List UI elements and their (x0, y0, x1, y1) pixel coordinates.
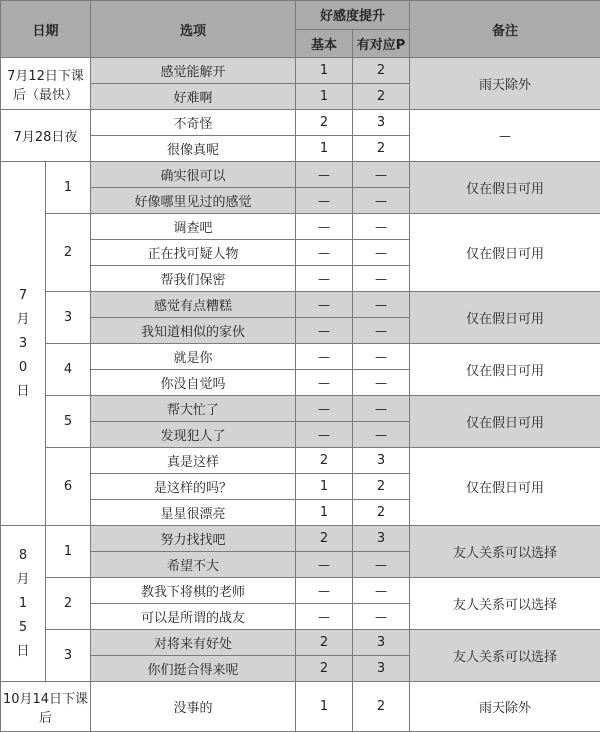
basic-value-cell: 1 (296, 84, 353, 110)
date-text: 10月14日下课后 (3, 692, 88, 726)
subgroup-number-cell: 3 (46, 292, 91, 344)
option-cell: 不奇怪 (91, 110, 296, 136)
subgroup-number-cell: 2 (46, 214, 91, 292)
with-p-value-cell: — (353, 344, 410, 370)
note-cell: 雨天除外 (410, 58, 600, 110)
with-p-value-cell: — (353, 552, 410, 578)
basic-value-cell: 2 (296, 448, 353, 474)
basic-value-cell: — (296, 240, 353, 266)
basic-value-cell: — (296, 292, 353, 318)
basic-value-cell: 2 (296, 526, 353, 552)
table-row (1, 578, 600, 604)
basic-value-cell: — (296, 162, 353, 188)
basic-value-cell: — (296, 214, 353, 240)
note-cell: 仅在假日可用 (410, 214, 600, 292)
note-cell: 友人关系可以选择 (410, 526, 600, 578)
option-cell: 我知道相似的家伙 (91, 318, 296, 344)
option-cell: 没事的 (91, 682, 296, 732)
with-p-value-cell: 2 (353, 58, 410, 84)
header-date: 日期 (1, 1, 91, 58)
note-cell: 仅在假日可用 (410, 292, 600, 344)
header-option: 选项 (91, 1, 296, 58)
basic-value-cell: — (296, 318, 353, 344)
table-row (1, 110, 600, 136)
subgroup-number-cell: 1 (46, 526, 91, 578)
date-cell (1, 526, 46, 682)
with-p-value-cell: 2 (353, 682, 410, 732)
note-cell: — (410, 110, 600, 162)
basic-value-cell: 1 (296, 58, 353, 84)
note-cell: 仅在假日可用 (410, 396, 600, 448)
header-affinity: 好感度提升 (296, 1, 410, 30)
option-cell: 帮我们保密 (91, 266, 296, 292)
option-cell: 就是你 (91, 344, 296, 370)
with-p-value-cell: — (353, 422, 410, 448)
table-row (1, 448, 600, 474)
basic-value-cell: 1 (296, 682, 353, 732)
basic-value-cell: 2 (296, 656, 353, 682)
with-p-value-cell: — (353, 162, 410, 188)
date-cell (1, 58, 91, 110)
option-cell: 好难啊 (91, 84, 296, 110)
note-cell: 友人关系可以选择 (410, 630, 600, 682)
table-row (1, 630, 600, 656)
table-header (1, 1, 600, 58)
with-p-value-cell: 3 (353, 630, 410, 656)
option-cell: 正在找可疑人物 (91, 240, 296, 266)
table-row (1, 162, 600, 188)
option-cell: 教我下将棋的老师 (91, 578, 296, 604)
basic-value-cell: 1 (296, 500, 353, 526)
subgroup-number-cell: 6 (46, 448, 91, 526)
basic-value-cell: 2 (296, 630, 353, 656)
option-cell: 很像真呢 (91, 136, 296, 162)
with-p-value-cell: — (353, 214, 410, 240)
option-cell: 感觉有点糟糕 (91, 292, 296, 318)
table-row (1, 292, 600, 318)
basic-value-cell: — (296, 604, 353, 630)
note-cell: 仅在假日可用 (410, 162, 600, 214)
with-p-value-cell: — (353, 292, 410, 318)
table-row (1, 526, 600, 552)
note-cell: 仅在假日可用 (410, 448, 600, 526)
option-cell: 对将来有好处 (91, 630, 296, 656)
option-cell: 努力找找吧 (91, 526, 296, 552)
option-cell: 调查吧 (91, 214, 296, 240)
table-row (1, 396, 600, 422)
option-cell: 希望不大 (91, 552, 296, 578)
with-p-value-cell: 3 (353, 656, 410, 682)
with-p-value-cell: 2 (353, 136, 410, 162)
table-row (1, 344, 600, 370)
option-cell: 你没自觉吗 (91, 370, 296, 396)
with-p-value-cell: — (353, 266, 410, 292)
subgroup-number-cell: 3 (46, 630, 91, 682)
date-text: 7月28日夜 (14, 130, 78, 145)
basic-value-cell: — (296, 370, 353, 396)
with-p-value-cell: — (353, 578, 410, 604)
basic-value-cell: — (296, 266, 353, 292)
basic-value-cell: — (296, 552, 353, 578)
basic-value-cell: — (296, 578, 353, 604)
basic-value-cell: — (296, 188, 353, 214)
date-text: 7月12日下课后（最快） (7, 69, 84, 103)
with-p-value-cell: 2 (353, 500, 410, 526)
basic-value-cell: 2 (296, 110, 353, 136)
with-p-value-cell: — (353, 396, 410, 422)
option-cell: 真是这样 (91, 448, 296, 474)
with-p-value-cell: — (353, 188, 410, 214)
subgroup-number-cell: 5 (46, 396, 91, 448)
with-p-value-cell: — (353, 370, 410, 396)
basic-value-cell: 1 (296, 474, 353, 500)
option-cell: 星星很漂亮 (91, 500, 296, 526)
subgroup-number-cell: 2 (46, 578, 91, 630)
subgroup-number-cell: 1 (46, 162, 91, 214)
note-cell: 友人关系可以选择 (410, 578, 600, 630)
with-p-value-cell: — (353, 240, 410, 266)
table-row (1, 682, 600, 732)
with-p-value-cell: 3 (353, 526, 410, 552)
note-cell: 仅在假日可用 (410, 344, 600, 396)
option-cell: 好像哪里见过的感觉 (91, 188, 296, 214)
basic-value-cell: — (296, 344, 353, 370)
with-p-value-cell: — (353, 318, 410, 344)
note-cell: 雨天除外 (410, 682, 600, 732)
basic-value-cell: — (296, 396, 353, 422)
option-cell: 帮大忙了 (91, 396, 296, 422)
with-p-value-cell: 2 (353, 84, 410, 110)
with-p-value-cell: 3 (353, 110, 410, 136)
with-p-value-cell: 2 (353, 474, 410, 500)
option-cell: 可以是所谓的战友 (91, 604, 296, 630)
basic-value-cell: 1 (296, 136, 353, 162)
header-basic: 基本 (296, 29, 353, 58)
option-cell: 你们挺合得来呢 (91, 656, 296, 682)
header-note: 备注 (410, 1, 600, 58)
option-cell: 感觉能解开 (91, 58, 296, 84)
basic-value-cell: — (296, 422, 353, 448)
option-cell: 是这样的吗？ (91, 474, 296, 500)
option-cell: 确实很可以 (91, 162, 296, 188)
subgroup-number-cell: 4 (46, 344, 91, 396)
date-text: 7月30日 (16, 284, 30, 404)
date-cell (1, 110, 91, 162)
with-p-value-cell: — (353, 604, 410, 630)
with-p-value-cell: 3 (353, 448, 410, 474)
date-text: 8月15日 (16, 544, 30, 664)
date-cell (1, 162, 46, 526)
date-cell (1, 682, 91, 732)
header-with-p: 有对应P (353, 29, 410, 58)
table-body (1, 58, 600, 732)
table-row (1, 214, 600, 240)
table-row (1, 58, 600, 84)
option-cell: 发现犯人了 (91, 422, 296, 448)
